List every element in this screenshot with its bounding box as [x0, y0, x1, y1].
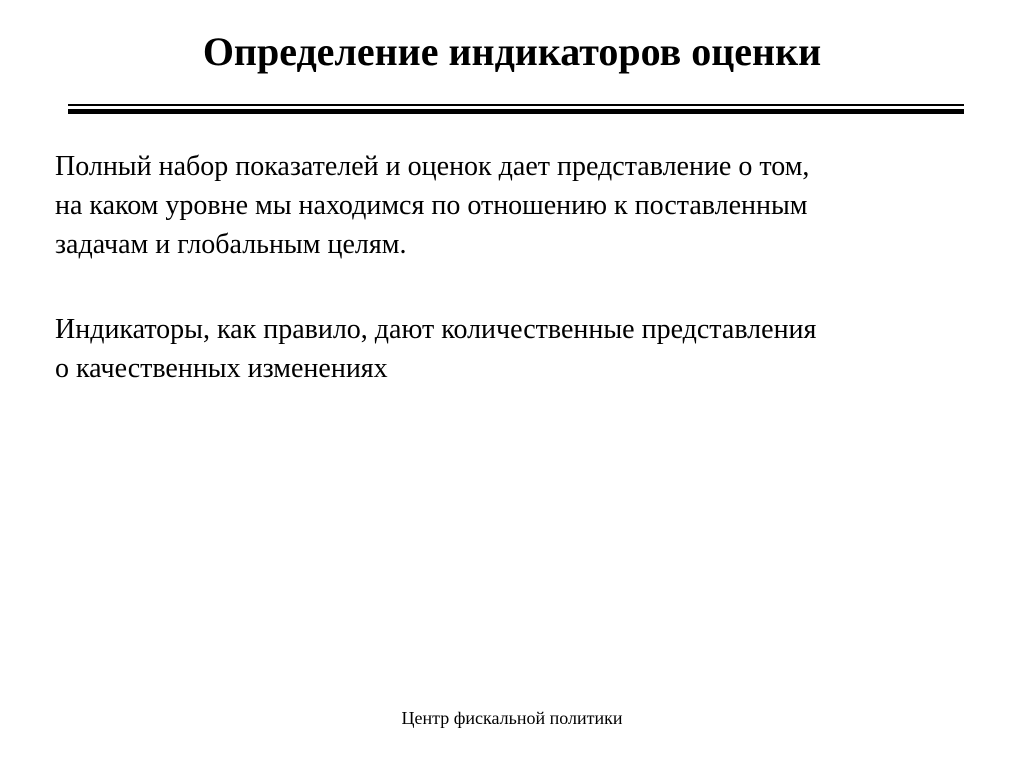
- paragraph-line: на каком уровне мы находимся по отношению к поставленным: [55, 190, 808, 221]
- title-divider-thin: [68, 104, 964, 106]
- paragraph-indicators: [55, 310, 1000, 388]
- slide-footer: Центр фискальной политики: [401, 708, 623, 728]
- paragraph-line: задачам и глобальным целям.: [55, 229, 407, 260]
- slide-title: Определение индикаторов оценки: [202, 29, 822, 74]
- title-divider-thick: [68, 109, 964, 114]
- paragraph-line: о качественных изменениях: [55, 353, 388, 384]
- paragraph-overview: [55, 147, 1000, 264]
- paragraph-line: Полный набор показателей и оценок дает представление о том,: [55, 151, 810, 182]
- paragraph-line: Индикаторы, как правило, дают количественные представления: [55, 314, 817, 345]
